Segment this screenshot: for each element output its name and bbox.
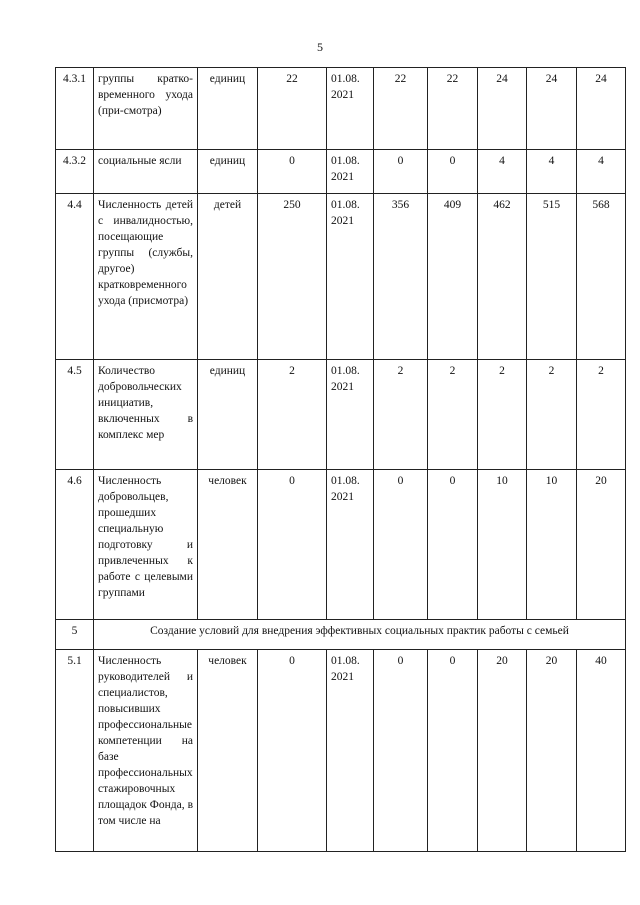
row-v3: 24 [478, 68, 527, 150]
row-name: Численность добровольцев, прошедших специальную подготовку и привлеченных к работе с целевыми группами [94, 470, 198, 620]
row-v1: 0 [374, 150, 428, 194]
row-id: 5.1 [56, 650, 94, 852]
row-v2: 409 [428, 194, 478, 360]
row-base: 22 [258, 68, 327, 150]
row-v3: 10 [478, 470, 527, 620]
row-v1: 0 [374, 650, 428, 852]
row-unit: детей [198, 194, 258, 360]
row-v3: 462 [478, 194, 527, 360]
row-v3: 4 [478, 150, 527, 194]
row-name: группы кратко-временного ухода (при-смотра) [94, 68, 198, 150]
table-row [56, 470, 626, 620]
row-v4: 10 [527, 470, 577, 620]
row-v4: 24 [527, 68, 577, 150]
row-name: Численность детей с инвалидностью, посещающие группы (службы, другое) кратковременного ухода (присмотра) [94, 194, 198, 360]
row-unit: единиц [198, 360, 258, 470]
indicators-table [55, 67, 626, 852]
section-row [56, 620, 626, 650]
row-base: 250 [258, 194, 327, 360]
row-unit: единиц [198, 68, 258, 150]
row-base: 0 [258, 470, 327, 620]
row-v5: 40 [577, 650, 626, 852]
row-unit: единиц [198, 150, 258, 194]
row-base: 0 [258, 150, 327, 194]
table-row [56, 650, 626, 852]
row-unit: человек [198, 650, 258, 852]
row-v3: 2 [478, 360, 527, 470]
row-name: Количество добровольческих инициатив, включенных в комплекс мер [94, 360, 198, 470]
row-date: 01.08. 2021 [327, 650, 374, 852]
row-date: 01.08. 2021 [327, 68, 374, 150]
row-v5: 20 [577, 470, 626, 620]
row-v2: 0 [428, 650, 478, 852]
row-id: 4.5 [56, 360, 94, 470]
table-row [56, 194, 626, 360]
row-date: 01.08. 2021 [327, 194, 374, 360]
row-v2: 0 [428, 150, 478, 194]
table-row [56, 360, 626, 470]
row-v2: 22 [428, 68, 478, 150]
row-v5: 568 [577, 194, 626, 360]
row-name: социальные ясли [94, 150, 198, 194]
row-name: Численность руководителей и специалистов, повысивших профессиональные компетенции на базе профессиональных стажировочных площадок Фонда, в том числе на [94, 650, 198, 852]
row-base: 0 [258, 650, 327, 852]
row-id: 4.6 [56, 470, 94, 620]
row-base: 2 [258, 360, 327, 470]
row-id: 4.3.2 [56, 150, 94, 194]
row-v2: 0 [428, 470, 478, 620]
row-v5: 2 [577, 360, 626, 470]
row-date: 01.08. 2021 [327, 470, 374, 620]
row-id: 4.4 [56, 194, 94, 360]
row-v1: 356 [374, 194, 428, 360]
row-v4: 515 [527, 194, 577, 360]
section-title: Создание условий для внедрения эффективных социальных практик работы с семьей [94, 620, 626, 650]
row-unit: человек [198, 470, 258, 620]
table-row [56, 150, 626, 194]
row-v4: 4 [527, 150, 577, 194]
section-id: 5 [56, 620, 94, 650]
row-v5: 4 [577, 150, 626, 194]
row-v1: 0 [374, 470, 428, 620]
row-date: 01.08. 2021 [327, 360, 374, 470]
row-date: 01.08. 2021 [327, 150, 374, 194]
row-v4: 20 [527, 650, 577, 852]
row-v3: 20 [478, 650, 527, 852]
row-v2: 2 [428, 360, 478, 470]
row-v1: 2 [374, 360, 428, 470]
table-row [56, 68, 626, 150]
row-v5: 24 [577, 68, 626, 150]
page-number: 5 [317, 40, 323, 54]
row-v4: 2 [527, 360, 577, 470]
row-v1: 22 [374, 68, 428, 150]
row-id: 4.3.1 [56, 68, 94, 150]
